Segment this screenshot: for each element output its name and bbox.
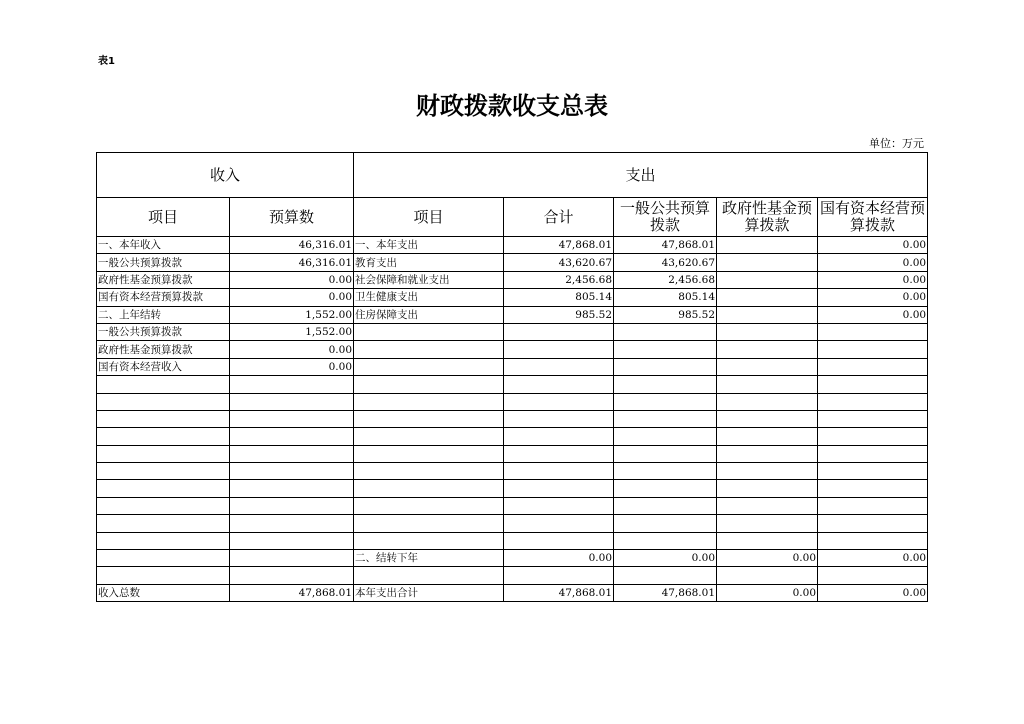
- fund-budget-cell: [717, 376, 818, 393]
- table-row: [97, 445, 928, 462]
- expense-item-cell: 卫生健康支出: [354, 289, 504, 306]
- income-item-cell: [97, 428, 230, 445]
- income-item-cell: 国有资本经营收入: [97, 358, 230, 375]
- table-row: [97, 237, 928, 254]
- expense-item-cell: 住房保障支出: [354, 306, 504, 323]
- income-item-cell: 国有资本经营预算拨款: [97, 289, 230, 306]
- income-budget-cell: 1,552.00: [230, 323, 354, 340]
- table-number: 表1: [98, 56, 115, 67]
- total-cell: 2,456.68: [504, 271, 614, 288]
- total-header: 合计: [504, 198, 614, 237]
- expense-item-cell: [354, 323, 504, 340]
- total-cell: [504, 532, 614, 549]
- total-cell: 985.52: [504, 306, 614, 323]
- section-header-row: [97, 153, 928, 198]
- general-budget-cell: [614, 358, 717, 375]
- general-budget-cell: [614, 463, 717, 480]
- total-cell: [504, 497, 614, 514]
- income-item-cell: [97, 567, 230, 584]
- state-capital-header: 国有资本经营预算拨款: [818, 198, 928, 237]
- income-item-cell: [97, 550, 230, 567]
- state-capital-cell: [818, 341, 928, 358]
- fund-budget-cell: [717, 254, 818, 271]
- income-budget-cell: [230, 480, 354, 497]
- unit-label: 单位：万元: [869, 137, 924, 150]
- income-budget-cell: 0.00: [230, 341, 354, 358]
- expense-item-cell: 二、结转下年: [354, 550, 504, 567]
- total-cell: 47,868.01: [504, 237, 614, 254]
- expense-item-cell: [354, 463, 504, 480]
- fund-budget-cell: [717, 463, 818, 480]
- fund-budget-cell: [717, 358, 818, 375]
- fund-budget-cell: [717, 515, 818, 532]
- income-item-cell: 一、本年收入: [97, 237, 230, 254]
- income-item-cell: [97, 393, 230, 410]
- total-cell: [504, 428, 614, 445]
- fund-budget-cell: [717, 445, 818, 462]
- fund-budget-cell: [717, 428, 818, 445]
- income-item-cell: [97, 497, 230, 514]
- general-budget-cell: [614, 393, 717, 410]
- income-budget-header: 预算数: [230, 198, 354, 237]
- income-item-cell: [97, 445, 230, 462]
- income-budget-cell: [230, 393, 354, 410]
- income-item-cell: [97, 410, 230, 427]
- fund-budget-cell: [717, 567, 818, 584]
- expense-item-cell: 教育支出: [354, 254, 504, 271]
- general-budget-cell: 47,868.01: [614, 237, 717, 254]
- general-budget-cell: [614, 497, 717, 514]
- table-row: [97, 393, 928, 410]
- expense-item-cell: [354, 358, 504, 375]
- total-cell: [504, 341, 614, 358]
- table-row: [97, 480, 928, 497]
- state-capital-cell: 0.00: [818, 306, 928, 323]
- income-item-header: 项目: [97, 198, 230, 237]
- table-row: [97, 376, 928, 393]
- fund-budget-cell: [717, 323, 818, 340]
- income-item-cell: 收入总数: [97, 584, 230, 601]
- income-item-cell: 二、上年结转: [97, 306, 230, 323]
- state-capital-cell: 0.00: [818, 550, 928, 567]
- general-budget-cell: [614, 532, 717, 549]
- total-cell: [504, 515, 614, 532]
- table-row: [97, 306, 928, 323]
- state-capital-cell: 0.00: [818, 254, 928, 271]
- fund-budget-cell: [717, 341, 818, 358]
- fund-budget-cell: [717, 306, 818, 323]
- fund-budget-cell: [717, 237, 818, 254]
- general-budget-cell: [614, 445, 717, 462]
- income-item-cell: [97, 376, 230, 393]
- fund-budget-cell: [717, 271, 818, 288]
- income-item-cell: 政府性基金预算拨款: [97, 271, 230, 288]
- state-capital-cell: [818, 515, 928, 532]
- expense-item-cell: [354, 567, 504, 584]
- total-cell: [504, 358, 614, 375]
- table-row: [97, 515, 928, 532]
- income-budget-cell: [230, 376, 354, 393]
- income-budget-cell: 0.00: [230, 271, 354, 288]
- state-capital-cell: 0.00: [818, 271, 928, 288]
- income-budget-cell: [230, 550, 354, 567]
- expense-item-cell: 本年支出合计: [354, 584, 504, 601]
- total-cell: 805.14: [504, 289, 614, 306]
- income-item-cell: [97, 480, 230, 497]
- state-capital-cell: [818, 497, 928, 514]
- fund-budget-cell: [717, 532, 818, 549]
- state-capital-cell: 0.00: [818, 289, 928, 306]
- table-row: [97, 550, 928, 567]
- table-row: [97, 254, 928, 271]
- table-row: [97, 271, 928, 288]
- state-capital-cell: [818, 376, 928, 393]
- state-capital-cell: 0.00: [818, 584, 928, 601]
- table-row: [97, 584, 928, 601]
- total-cell: 47,868.01: [504, 584, 614, 601]
- expense-item-cell: 一、本年支出: [354, 237, 504, 254]
- expense-section-header: 支出: [354, 153, 928, 198]
- general-budget-cell: [614, 376, 717, 393]
- table-row: [97, 358, 928, 375]
- expense-item-header: 项目: [354, 198, 504, 237]
- income-budget-cell: [230, 410, 354, 427]
- income-budget-cell: [230, 445, 354, 462]
- fund-budget-cell: 0.00: [717, 584, 818, 601]
- general-budget-cell: [614, 515, 717, 532]
- general-budget-cell: 47,868.01: [614, 584, 717, 601]
- expense-item-cell: [354, 532, 504, 549]
- general-budget-cell: 0.00: [614, 550, 717, 567]
- state-capital-cell: [818, 567, 928, 584]
- total-cell: [504, 567, 614, 584]
- general-budget-cell: [614, 428, 717, 445]
- general-budget-cell: 43,620.67: [614, 254, 717, 271]
- state-capital-cell: [818, 428, 928, 445]
- general-budget-cell: [614, 323, 717, 340]
- expense-item-cell: [354, 480, 504, 497]
- column-header-row: [97, 198, 928, 237]
- expense-item-cell: [354, 428, 504, 445]
- income-section-header: 收入: [97, 153, 354, 198]
- page-title: 财政拨款收支总表: [416, 91, 608, 120]
- state-capital-cell: 0.00: [818, 237, 928, 254]
- income-budget-cell: [230, 463, 354, 480]
- income-budget-cell: [230, 515, 354, 532]
- general-budget-cell: [614, 341, 717, 358]
- fund-budget-header: 政府性基金预算拨款: [717, 198, 818, 237]
- state-capital-cell: [818, 445, 928, 462]
- state-capital-cell: [818, 393, 928, 410]
- state-capital-cell: [818, 532, 928, 549]
- income-budget-cell: 0.00: [230, 358, 354, 375]
- income-budget-cell: 46,316.01: [230, 237, 354, 254]
- total-cell: [504, 323, 614, 340]
- table-row: [97, 532, 928, 549]
- expense-item-cell: [354, 393, 504, 410]
- general-budget-cell: 805.14: [614, 289, 717, 306]
- expense-item-cell: [354, 341, 504, 358]
- income-budget-cell: 46,316.01: [230, 254, 354, 271]
- fund-budget-cell: 0.00: [717, 550, 818, 567]
- table-row: [97, 410, 928, 427]
- general-budget-cell: 985.52: [614, 306, 717, 323]
- income-budget-cell: [230, 428, 354, 445]
- table-row: [97, 567, 928, 584]
- state-capital-cell: [818, 463, 928, 480]
- state-capital-cell: [818, 358, 928, 375]
- fund-budget-cell: [717, 410, 818, 427]
- income-budget-cell: [230, 532, 354, 549]
- total-cell: [504, 410, 614, 427]
- total-cell: [504, 393, 614, 410]
- fund-budget-cell: [717, 393, 818, 410]
- state-capital-cell: [818, 480, 928, 497]
- expense-item-cell: [354, 515, 504, 532]
- table-row: [97, 323, 928, 340]
- general-budget-cell: [614, 410, 717, 427]
- state-capital-cell: [818, 323, 928, 340]
- general-budget-cell: [614, 567, 717, 584]
- fund-budget-cell: [717, 289, 818, 306]
- general-budget-cell: 2,456.68: [614, 271, 717, 288]
- expense-item-cell: [354, 445, 504, 462]
- income-budget-cell: [230, 567, 354, 584]
- table-row: [97, 497, 928, 514]
- income-budget-cell: 47,868.01: [230, 584, 354, 601]
- total-cell: 0.00: [504, 550, 614, 567]
- income-item-cell: 一般公共预算拨款: [97, 323, 230, 340]
- fund-budget-cell: [717, 497, 818, 514]
- table-row: [97, 463, 928, 480]
- fund-budget-cell: [717, 480, 818, 497]
- budget-table: [96, 152, 928, 602]
- income-budget-cell: 1,552.00: [230, 306, 354, 323]
- income-item-cell: [97, 515, 230, 532]
- total-cell: [504, 480, 614, 497]
- total-cell: [504, 445, 614, 462]
- income-item-cell: 政府性基金预算拨款: [97, 341, 230, 358]
- total-cell: [504, 463, 614, 480]
- income-item-cell: 一般公共预算拨款: [97, 254, 230, 271]
- table-row: [97, 428, 928, 445]
- expense-item-cell: [354, 376, 504, 393]
- income-budget-cell: [230, 497, 354, 514]
- expense-item-cell: 社会保障和就业支出: [354, 271, 504, 288]
- income-item-cell: [97, 463, 230, 480]
- total-cell: 43,620.67: [504, 254, 614, 271]
- general-budget-header: 一般公共预算拨款: [614, 198, 717, 237]
- expense-item-cell: [354, 497, 504, 514]
- state-capital-cell: [818, 410, 928, 427]
- income-budget-cell: 0.00: [230, 289, 354, 306]
- general-budget-cell: [614, 480, 717, 497]
- total-cell: [504, 376, 614, 393]
- expense-item-cell: [354, 410, 504, 427]
- table-row: [97, 289, 928, 306]
- table-row: [97, 341, 928, 358]
- income-item-cell: [97, 532, 230, 549]
